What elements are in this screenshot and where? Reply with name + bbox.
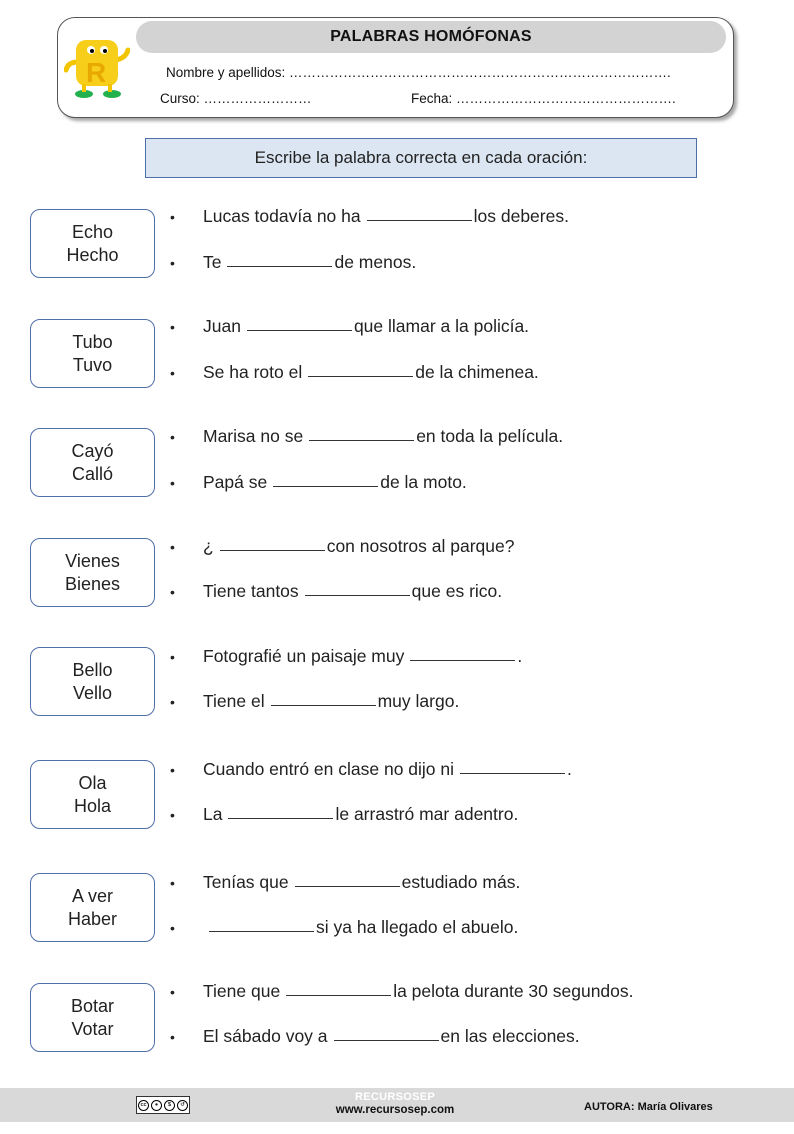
word-options-box [30, 760, 155, 829]
sentence-start: Tiene tantos [203, 581, 299, 601]
bullet-icon: • [170, 584, 175, 600]
bullet-icon: • [170, 255, 175, 271]
word-options-box [30, 873, 155, 942]
word-option: Ola [78, 772, 107, 793]
sentence-item [170, 581, 502, 602]
bullet-icon: • [170, 984, 175, 1000]
worksheet-title: PALABRAS HOMÓFONAS [136, 21, 726, 53]
sentence-start: El sábado voy a [203, 1026, 328, 1046]
word-option: Calló [71, 463, 114, 484]
answer-blank[interactable] [295, 885, 400, 887]
sentence-item [170, 981, 634, 1002]
word-options-box [30, 538, 155, 607]
sentence-item [170, 646, 522, 667]
bullet-icon: • [170, 649, 175, 665]
answer-blank[interactable] [209, 930, 314, 932]
answer-blank[interactable] [228, 817, 333, 819]
date-field[interactable]: Fecha: …………………………………………. [411, 91, 676, 106]
sentence-end: los deberes. [473, 206, 569, 226]
bullet-icon: • [170, 875, 175, 891]
sentence-end: . [567, 759, 572, 779]
sentence-start: Fotografié un paisaje muy [203, 646, 405, 666]
answer-blank[interactable] [334, 1039, 439, 1041]
logo-letter: R [86, 57, 107, 88]
sentence-end: si ya ha llegado el abuelo. [316, 917, 519, 937]
bullet-icon: • [170, 539, 175, 555]
license-badge [136, 1096, 190, 1114]
instruction-box: Escribe la palabra correcta en cada oración: [145, 138, 697, 178]
answer-blank[interactable] [460, 772, 565, 774]
sentence-item [170, 536, 514, 557]
answer-blank[interactable] [220, 549, 325, 551]
sentence-end: muy largo. [377, 691, 460, 711]
answer-blank[interactable] [247, 329, 352, 331]
course-field[interactable]: Curso: …………………… [160, 91, 312, 106]
word-option: Hola [73, 795, 112, 816]
sentence-end: que llamar a la policía. [353, 316, 530, 336]
sentence-item [170, 691, 459, 712]
sentence-start: Se ha roto el [203, 362, 303, 382]
by-icon: ● [151, 1100, 162, 1111]
sentence-item [170, 872, 520, 893]
sentence-end: con nosotros al parque? [326, 536, 515, 556]
nc-icon: $ [164, 1100, 175, 1111]
answer-blank[interactable] [305, 594, 410, 596]
word-option: Vienes [65, 550, 120, 571]
recursosep-logo [64, 36, 130, 100]
sentence-item [170, 917, 518, 938]
sentence-end: le arrastró mar adentro. [335, 804, 519, 824]
sentence-end: en toda la película. [416, 426, 564, 446]
site-url[interactable]: www.recursosep.com [335, 1104, 455, 1116]
word-option: Vello [72, 682, 113, 703]
word-options-box [30, 209, 155, 278]
word-option: Tubo [72, 331, 113, 352]
sentence-end: . [517, 646, 523, 666]
word-option: Hecho [66, 244, 119, 265]
bullet-icon: • [170, 807, 175, 823]
sentence-item [170, 316, 529, 337]
sentence-item [170, 804, 518, 825]
sentence-end: de la moto. [380, 472, 467, 492]
author-credit: AUTORA: María Olivares [584, 1101, 713, 1113]
answer-blank[interactable] [367, 219, 472, 221]
sentence-start: Marisa no se [203, 426, 304, 446]
bullet-icon: • [170, 694, 175, 710]
sa-icon: ↺ [177, 1100, 188, 1111]
sentence-start: ¿ [203, 536, 214, 556]
bullet-icon: • [170, 1029, 175, 1045]
word-option: Cayó [71, 440, 114, 461]
word-option: Echo [71, 221, 114, 242]
sentence-start: Cuando entró en clase no dijo ni [203, 759, 455, 779]
answer-blank[interactable] [309, 439, 414, 441]
worksheet-header [57, 17, 734, 118]
sentence-start: Tiene que [203, 981, 281, 1001]
bullet-icon: • [170, 762, 175, 778]
sentence-end: la pelota durante 30 segundos. [393, 981, 634, 1001]
word-option: Botar [70, 995, 115, 1016]
sentence-item [170, 759, 572, 780]
word-option: Tuvo [72, 354, 113, 375]
sentence-end: en las elecciones. [440, 1026, 580, 1046]
sentence-end: de la chimenea. [415, 362, 539, 382]
answer-blank[interactable] [286, 994, 391, 996]
sentence-item [170, 472, 467, 493]
word-options-box [30, 428, 155, 497]
bullet-icon: • [170, 429, 175, 445]
word-option: A ver [71, 885, 114, 906]
word-options-box [30, 983, 155, 1052]
word-options-box [30, 319, 155, 388]
sentence-start: La [203, 804, 223, 824]
word-option: Votar [71, 1018, 114, 1039]
sentence-item [170, 426, 563, 447]
answer-blank[interactable] [273, 485, 378, 487]
sentence-start: Juan [203, 316, 241, 336]
answer-blank[interactable] [227, 265, 332, 267]
site-name: RECURSOSEP [354, 1091, 436, 1103]
bullet-icon: • [170, 475, 175, 491]
bullet-icon: • [170, 365, 175, 381]
sentence-item [170, 362, 539, 383]
word-option: Bello [72, 659, 113, 680]
footer [0, 1088, 794, 1122]
answer-blank[interactable] [410, 659, 515, 661]
sentence-start: Papá se [203, 472, 268, 492]
cc-icon: cc [138, 1100, 149, 1111]
sentence-item [170, 252, 416, 273]
sentence-item [170, 206, 569, 227]
sentence-start: Te [203, 252, 222, 272]
word-option: Haber [67, 908, 118, 929]
sentence-end: estudiado más. [401, 872, 521, 892]
answer-blank[interactable] [308, 375, 413, 377]
word-option: Bienes [64, 573, 121, 594]
bullet-icon: • [170, 209, 175, 225]
sentence-end: de menos. [334, 252, 417, 272]
sentence-end: que es rico. [411, 581, 503, 601]
sentence-item [170, 1026, 580, 1047]
answer-blank[interactable] [271, 704, 376, 706]
name-field[interactable]: Nombre y apellidos: …………………………………………………………………………. [166, 65, 671, 80]
sentence-start: Lucas todavía no ha [203, 206, 361, 226]
bullet-icon: • [170, 319, 175, 335]
sentence-start: Tenías que [203, 872, 289, 892]
word-options-box [30, 647, 155, 716]
sentence-start: Tiene el [203, 691, 265, 711]
bullet-icon: • [170, 920, 175, 936]
